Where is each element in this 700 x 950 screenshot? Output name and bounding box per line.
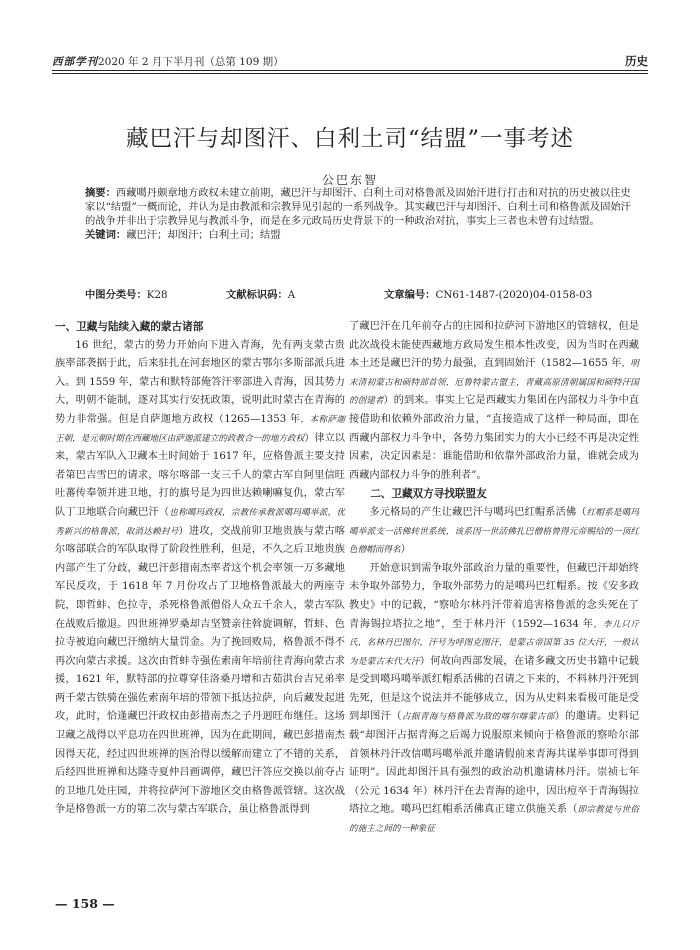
inline-note: ，本称萨迦王朝，是元朝时期在西藏地区由萨迦派建立的政教合一的地方政权 xyxy=(55,414,345,444)
journal-issue: 2020 年 2 月下半月刊（总第 109 期） xyxy=(98,56,284,68)
inline-note: 也称噶玛政权，宗教传承教派噶玛噶举派，优秀新兴的格鲁派，取消达赖封号 xyxy=(55,507,345,537)
clc-value: K28 xyxy=(146,289,168,301)
inline-note: ，明末清初蒙古和硕特部首领，厄鲁特蒙古盟主，青藏高原清朝属国和硕特汗国的创建者 xyxy=(349,359,639,407)
body-text: 多元格局的产生让藏巴汗与噶玛巴红帽系活佛（ xyxy=(369,506,587,518)
body-paragraph xyxy=(55,337,345,820)
keywords-label: 关键词： xyxy=(85,229,127,241)
keywords xyxy=(85,228,633,242)
author-name: 公巴东智 xyxy=(321,173,378,187)
body-text: ）的邀请。史料记载“却图汗占据青海之后竭力说服原来倾向于格鲁派的察哈尔部首领林丹汗改信噶玛噶举派并邀请假前来青海共谋举事即可得到证明”。因此却图汗具有强烈的政治动机邀请林丹汗。崇祯七年（公元 1634 年）林丹汗在去青海的途中，因出痘卒于青海锡拉塔拉之地。噶玛巴红帽系活佛真正建立供施关系（ xyxy=(349,711,639,816)
inline-note: ，李儿只斤氏，名林丹巴图尔，汗号为呼图克图汗，是蒙古帝国第 35 位大汗，一般认为是蒙古末代大汗 xyxy=(349,619,639,667)
section-heading-1: 一、卫藏与陆续入藏的蒙古诸部 xyxy=(55,321,204,333)
body-paragraph xyxy=(349,318,639,485)
article-label: 文章编号： xyxy=(384,289,436,301)
body-text: ） xyxy=(400,544,411,556)
body-text: ）律立以来，蒙古军队入卫藏本土时间始于 1617 年，应格鲁派主要支持者第巴吉雪巴的请求，喀尔喀部一支三千人的蒙古军自阿里信旺吐蕃传奉领并进卫地，打的旗号是为四世达赖喇嘛复仇，蒙古军队丁卫地联合向藏巴汗（ xyxy=(55,432,345,518)
body-paragraph xyxy=(349,560,639,839)
doc-label: 文献标识码： xyxy=(226,289,288,301)
right-column xyxy=(349,318,639,839)
clc-label: 中图分类号： xyxy=(85,289,147,301)
body-paragraph xyxy=(349,504,639,560)
inline-note: 即宗教徒与世俗的施主之间的一种象征 xyxy=(349,805,639,835)
header-rule-bottom xyxy=(52,73,648,74)
body-text: ）进攻，交战前卯卫地贵族与蒙古喀尔喀部联合的军队取得了阶段性胜利，但是，不久之后卫地贵族内部产生了分歧，藏巴汗彭措南杰率者这个机会率领一万多藏地军民反攻，于 1618 年 7 月份攻占了卫地格鲁派最大的两座寺院，即哲蚌、色拉寺，杀死格鲁派僧俗人众五千余人，蒙古军队在战败后撤退。四世班禅罗桑却吉坚赞亲往斡旋调解，哲蚌、色拉寺被迫向藏巴汗缴纳大量罚金。为了挽回败局，格鲁派不得不再次向蒙古求援。这次由哲蚌寺强佐索南年培前往青海向蒙古求援，1621 年，默特部的拉尊穿佳洛桑丹增和古茹洪台吉兄弟率两千蒙古铁骑在强佐索南年培的带领下抵达拉萨，向后藏发起进攻，此时，恰逢藏巴汗政权由彭措南杰之子丹迥旺布继任。这场卫藏之战得以平息功在四世班禅，因为在此期间，藏巴彭措南杰因得天花，经过四世班禅的医治得以缓解而建立了不错的关系，后经四世班禅和达隆寺夏仲吕画调停，藏巴汗答应交换以前夺占的卫地几处庄园，并将拉萨河下游地区交由格鲁派管辖。这次战争是格鲁派一方的第二次与蒙古军联合，虽让格鲁派得到 xyxy=(55,525,345,816)
keywords-text: 藏巴汗；却图汗；白利土司；结盟 xyxy=(126,229,281,241)
header-rule-top xyxy=(52,70,648,71)
body-text: ）何故向西部发展，在诸多藏文历史书籍中记载是受到噶玛噶举派红帽系活佛的召请之下来的，不料林丹汗死到先死，但是这个说法并不能够成立，因为从史料来看极可能是受到却图汗（ xyxy=(349,655,639,723)
abstract-text: 西藏噶丹颇章地方政权未建立前期，藏巴汗与却图汗、白利土司对格鲁派及固始汗进行打击和对抗的历史被以往史家以“结盟”一概而论，并认为是由教派和宗教异见引起的一系列战争。其实藏巴汗与却图汗、白利土司和格鲁派及固始汗的战争并非出于宗教异见与教派斗争，而是在多元政局历史背景下的一种政治对抗，事实上三者也未曾有过结盟。 xyxy=(85,187,631,227)
abstract-label: 摘要： xyxy=(85,187,116,199)
body-text: 开始意识到需争取外部政治力量的重要性，但藏巴汗却始终未争取外部势力，争取外部势力的是噶玛巴红帽系。按《安多政教史》中的记载，“察哈尔林丹汗带着追害格鲁派的念头死在了青海锡拉塔拉之地”，至于林丹汗（1592—1634 年 xyxy=(349,562,639,630)
section-label: 历史 xyxy=(625,54,648,68)
running-header xyxy=(52,54,648,68)
clc-number xyxy=(85,286,168,301)
article-title: 藏巴汗与却图汗、白利土司“结盟”一事考述 xyxy=(125,126,574,152)
page-number: — 158 — xyxy=(55,896,115,911)
journal-name: 西部学刊 xyxy=(52,56,98,68)
article-value: CN61-1487-(2020)04-0158-03 xyxy=(435,289,593,301)
left-column xyxy=(55,318,345,820)
body-text: 了藏巴汗在几年前夺占的庄园和拉萨河下游地区的管辖权，但是此次战役未能使西藏地方政局发生根本性改变，因为当时在西藏本土还是藏巴汗的势力最强，直到固始汗（1582—1655 年 xyxy=(349,321,639,370)
inline-note: 占据青海与格鲁派为敌的喀尔喀蒙古部 xyxy=(401,712,555,723)
header-left xyxy=(52,54,284,69)
document-code xyxy=(226,286,295,301)
inline-note: 红帽系是噶玛噶举派支一活佛转世系统，该系因一世活佛扎巴僧格曾得元帝赐给的一顶红色僧帽而得名 xyxy=(349,507,639,556)
section-heading-2: 二、卫藏双方寻找联盟友 xyxy=(370,488,487,501)
abstract-block xyxy=(85,186,633,242)
doc-value: A xyxy=(287,289,296,301)
article-number xyxy=(384,286,592,301)
body-text: 16 世纪，蒙古的势力开始向下进入青海，先有两支蒙古贵族率部袭据于此，后来驻扎在河套地区的蒙古鄂尔多斯部派兵进入。到 1559 年，蒙古和默特部俺答汗率部进入青海，因其势力大，明朝不能制，逐对其实行安抚政策，说明此时蒙古在青海的势力非常强。但是自萨迦地方政权（1265—1353 年 xyxy=(55,339,345,425)
body-text: ）的到来。事实上它是西藏实力集团在内部权力斗争中直接借助和依赖外部政治力量，“直接造成了这样一种局面，即在西藏内部权力斗争中，各势力集团实力的大小已经不再是决定性因素，决定因素是：谁能借助和依靠外部政治力量，谁就会成为西藏内部权力斗争的胜利者”。 xyxy=(349,395,639,481)
abstract xyxy=(85,186,633,228)
